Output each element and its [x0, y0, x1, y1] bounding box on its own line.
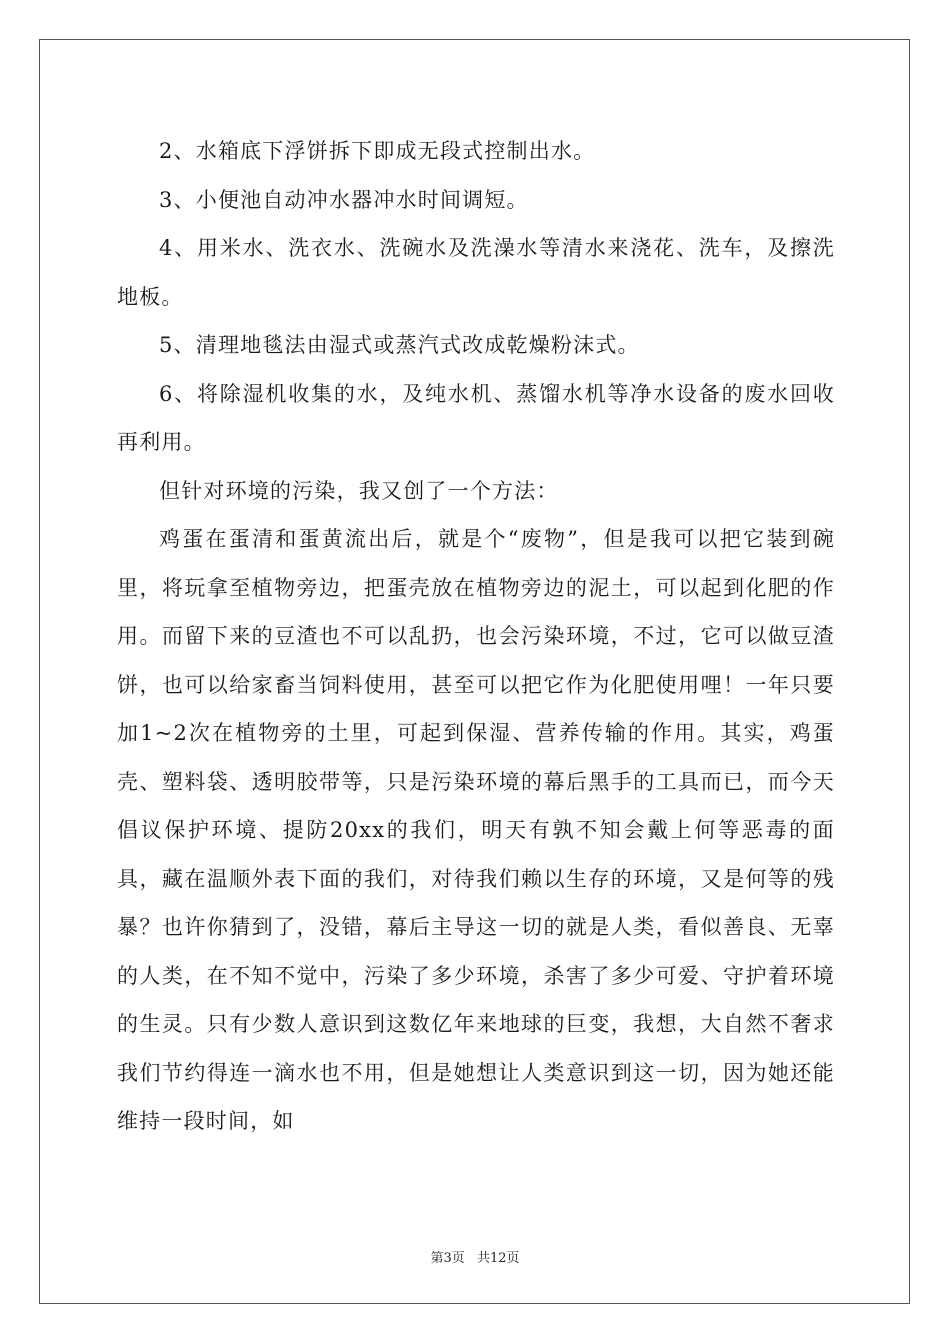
paragraph-3: 4、用米水、洗衣水、洗碗水及洗澡水等清水来浇花、洗车，及擦洗地板。 — [117, 236, 835, 309]
page-number: 第3页 — [430, 1251, 465, 1266]
page-total: 共12页 — [476, 1251, 520, 1266]
paragraph-7: 鸡蛋在蛋清和蛋黄流出后，就是个“废物”，但是我可以把它装到碗里，将玩拿至植物旁边，把蛋壳放在植物旁边的泥土，可以起到化肥的作用。而留下来的豆渣也不可以乱扔，也会污染环境，不过，它可以做豆渣饼，也可以给家畜当饲料使用，甚至可以把它作为化肥使用哩！一年只要加1~2次在植物旁的土里，可起到保湿、营养传输的作用。其实，鸡蛋壳、塑料袋、透明胶带等，只是污染环境的幕后黑手的工具而已，而今天倡议保护环境、提防20xx的我们，明天有孰不知会戴上何等恶毒的面具，藏在温顺外表下面的我们，对待我们赖以生存的环境，又是何等的残暴？也许你猜到了，没错，幕后主导这一切的就是人类，看似善良、无辜的人类，在不知不觉中，污染了多少环境，杀害了多少可爱、守护着环境的生灵。只有少数人意识到这数亿年来地球的巨变，我想，大自然不奢求我们节约得连一滴水也不用，但是她想让人类意识到这一切，因为她还能维持一段时间，如 — [117, 527, 835, 1133]
page-footer — [0, 1247, 950, 1266]
paragraph-5: 6、将除湿机收集的水，及纯水机、蒸馏水机等净水设备的废水回收再利用。 — [117, 381, 835, 454]
paragraph-6: 但针对环境的污染，我又创了一个方法： — [159, 478, 559, 503]
paragraph-4: 5、清理地毯法由湿式或蒸汽式改成乾燥粉沫式。 — [159, 333, 640, 357]
document-body — [117, 127, 835, 1146]
paragraph-1: 2、水箱底下浮饼拆下即成无段式控制出水。 — [159, 139, 596, 163]
paragraph-2: 3、小便池自动冲水器冲水时间调短。 — [159, 187, 529, 212]
